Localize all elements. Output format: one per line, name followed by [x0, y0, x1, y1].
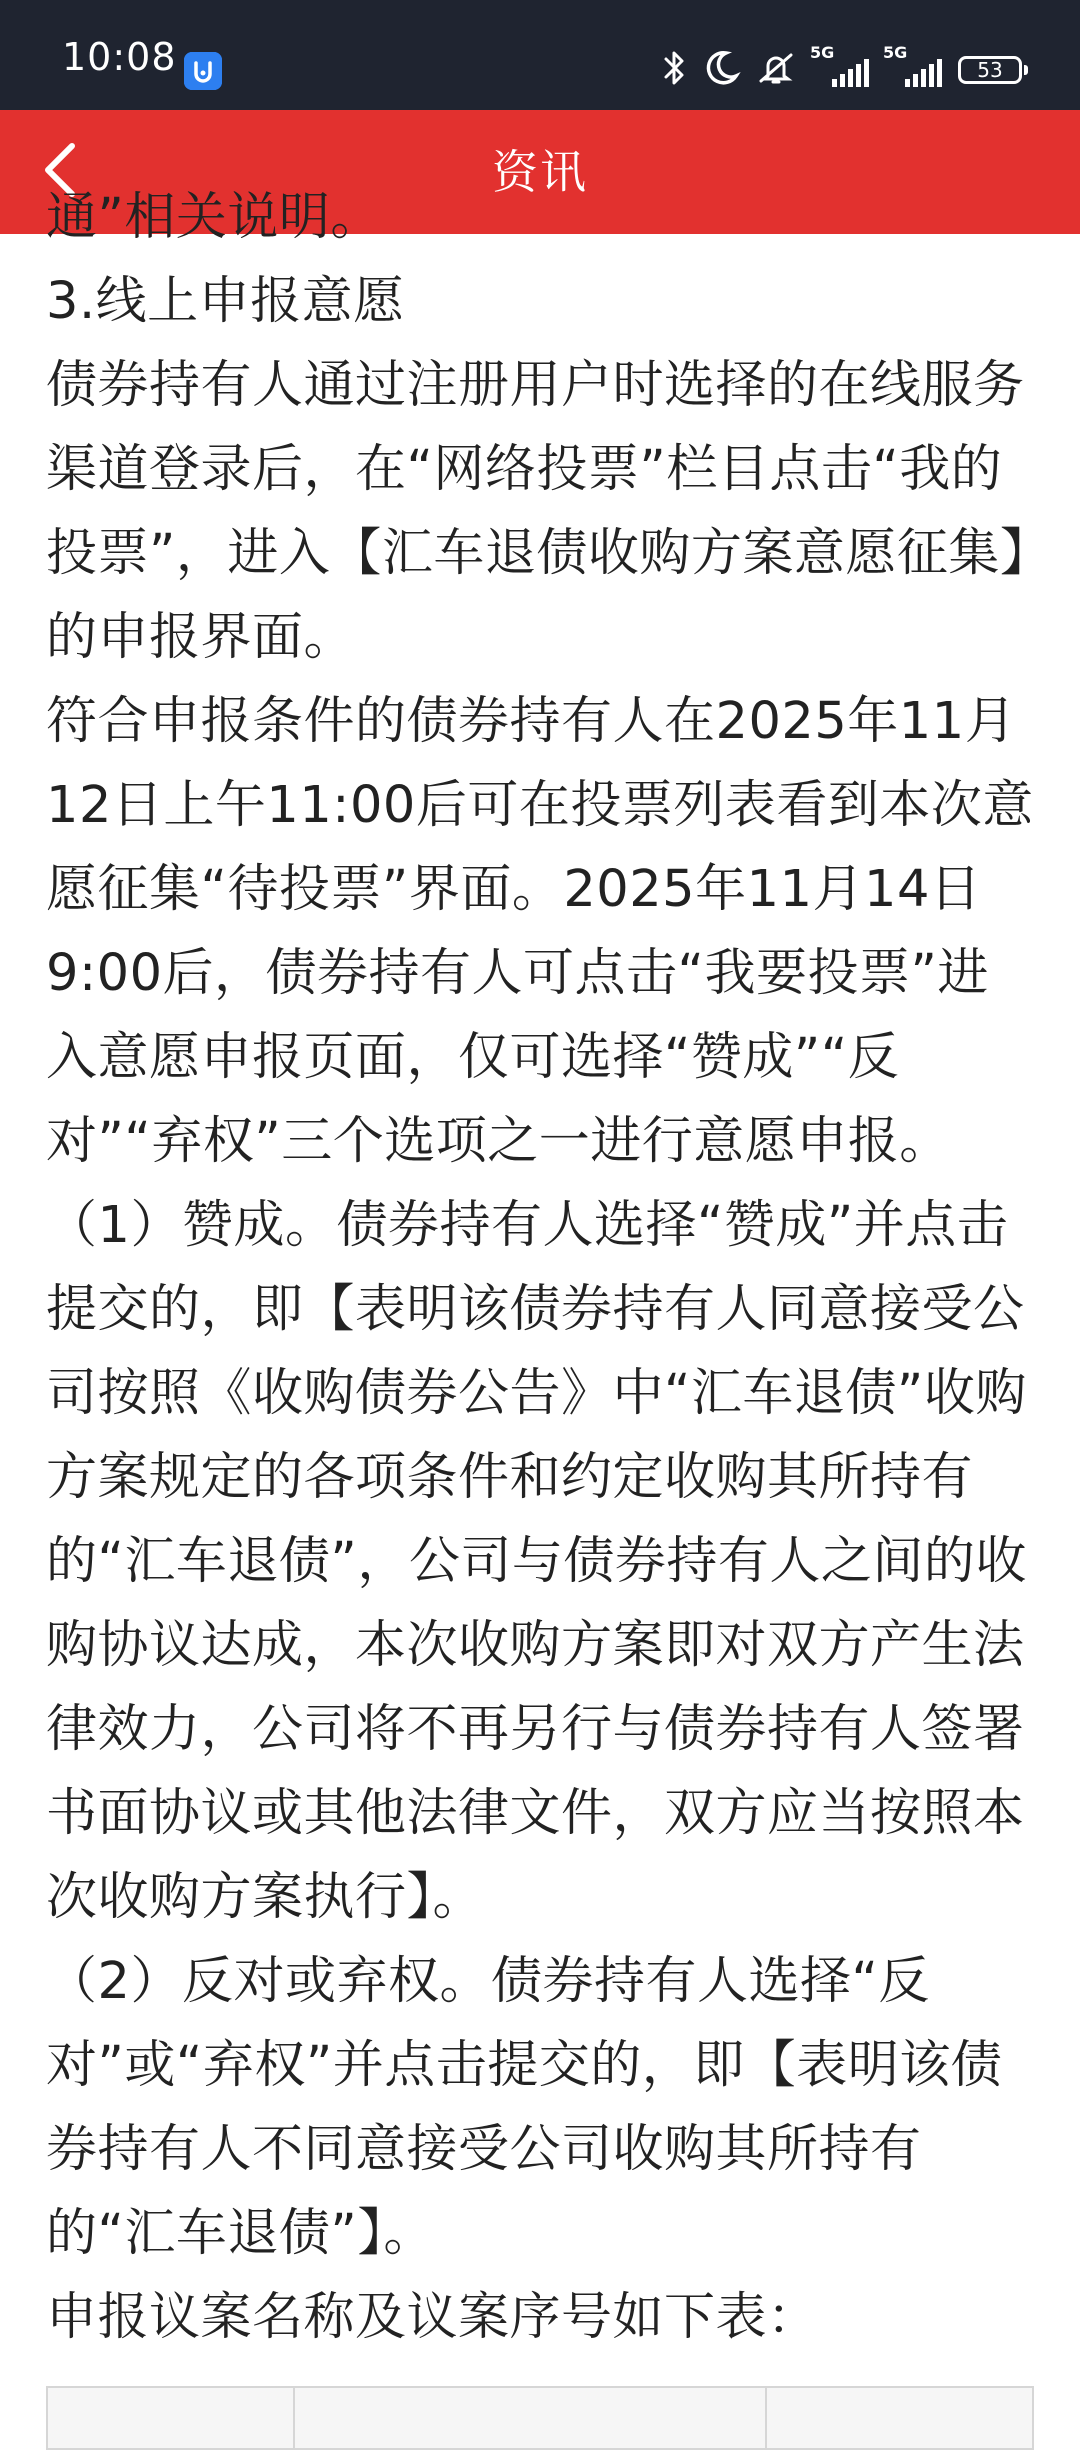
signal-icon: [810, 43, 869, 87]
signal-icon: [883, 43, 942, 87]
page-title: 资讯: [492, 145, 588, 199]
article-paragraph: 通”相关说明。: [46, 188, 382, 247]
table-cell: [767, 2388, 1032, 2448]
battery-icon: 53: [958, 56, 1022, 84]
status-icons: [660, 44, 1022, 96]
table-cell: [295, 2388, 767, 2448]
status-bar: [0, 0, 1080, 110]
table-cell: [48, 2388, 295, 2448]
article-paragraph: （2）反对或弃权。债券持有人选择“反对”或“弃权”并点击提交的，即【表明该债券持有人不同意接受公司收购其所持有的“汇车退债”】。: [46, 1952, 1003, 2263]
app-notification-icon: [184, 52, 222, 90]
bluetooth-icon: [660, 48, 688, 92]
article-paragraph: 3.线上申报意愿: [46, 272, 405, 331]
status-time: 10:08: [62, 35, 177, 79]
motion-table: [46, 2386, 1034, 2450]
article-paragraph: 债券持有人通过注册用户时选择的在线服务渠道登录后，在“网络投票”栏目点击“我的投票”，进入【汇车退债收购方案意愿征集】的申报界面。: [46, 356, 1026, 667]
article-body: [46, 176, 1034, 2360]
article-scroll-area[interactable]: [0, 188, 1080, 2400]
article-paragraph: （1）赞成。债券持有人选择“赞成”并点击提交的，即【表明该债券持有人同意接受公司按照《收购债券公告》中“汇车退债”收购方案规定的各项条件和约定收购其所持有的“汇车退债”，公司与债券持有人之间的收购协议达成，本次收购方案即对双方产生法律效力，公司将不再另行与债券持有人签署书面协议或其他法律文件，双方应当按照本次收购方案执行】。: [46, 1196, 1027, 1927]
network-label: 5G: [883, 43, 908, 62]
article-paragraph: 申报议案名称及议案序号如下表：: [46, 2288, 819, 2347]
mute-icon: [756, 48, 796, 92]
article-paragraph: 符合申报条件的债券持有人在2025年11月12日上午11:00后可在投票列表看到本次意愿征集“待投票”界面。2025年11月14日9:00后，债券持有人可点击“我要投票”进入意愿申报页面，仅可选择“赞成”“反对”“弃权”三个选项之一进行意愿申报。: [46, 692, 1034, 1171]
moon-icon: [704, 48, 740, 92]
network-label: 5G: [810, 43, 835, 62]
